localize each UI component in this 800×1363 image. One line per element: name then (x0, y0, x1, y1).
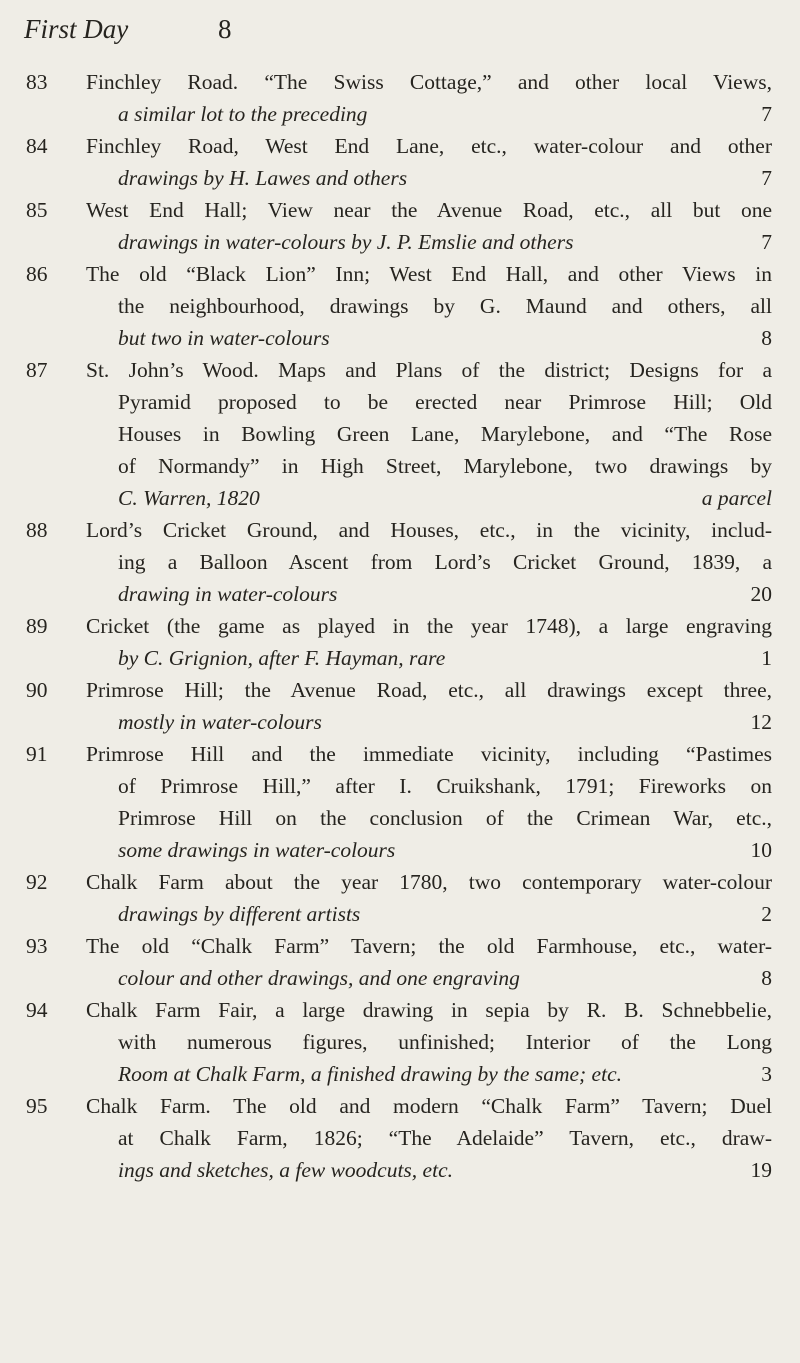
description-line: St. John’s Wood. Maps and Plans of the district; Designs for a (86, 358, 772, 382)
description-last-line (86, 962, 772, 994)
lot-description (86, 514, 772, 610)
description-last-line (86, 322, 772, 354)
description-line: colour and other drawings, and one engraving (118, 966, 520, 990)
lot-number: 93 (26, 934, 48, 958)
description-last-line (86, 226, 772, 258)
lot-description (86, 610, 772, 674)
description-last-line (86, 834, 772, 866)
lot-number: 92 (26, 870, 48, 894)
lot-number: 87 (26, 358, 48, 382)
description-last-line (86, 642, 772, 674)
lot-number: 83 (26, 70, 48, 94)
lot-number: 85 (26, 198, 48, 222)
lot-description (86, 354, 772, 514)
description-line: but two in water-colours (118, 326, 330, 350)
description-line: Chalk Farm about the year 1780, two contemporary water-colour (86, 870, 772, 894)
lot-description (86, 738, 772, 866)
lot-quantity: 7 (761, 166, 772, 190)
lot-description (86, 674, 772, 738)
description-line: Chalk Farm. The old and modern “Chalk Farm” Tavern; Duel (86, 1094, 772, 1118)
description-line: mostly in water-colours (118, 710, 322, 734)
description-line: of Primrose Hill,” after I. Cruikshank, 1791; Fireworks on (118, 774, 772, 798)
lot-description (86, 866, 772, 930)
lot-quantity: 7 (761, 230, 772, 254)
lot-description (86, 994, 772, 1090)
lot-quantity: 19 (750, 1158, 772, 1182)
description-last-line (86, 162, 772, 194)
lot-description (86, 66, 772, 130)
description-line: West End Hall; View near the Avenue Road, etc., all but one (86, 198, 772, 222)
description-line: Primrose Hill and the immediate vicinity, including “Pastimes (86, 742, 772, 766)
description-line: the neighbourhood, drawings by G. Maund and others, all (118, 294, 772, 318)
lot-number: 95 (26, 1094, 48, 1118)
description-line: by C. Grignion, after F. Hayman, rare (118, 646, 446, 670)
description-line: drawings by different artists (118, 902, 361, 926)
description-line: Primrose Hill on the conclusion of the Crimean War, etc., (118, 806, 772, 830)
description-last-line (86, 706, 772, 738)
description-line: with numerous figures, unfinished; Interior of the Long (118, 1030, 772, 1054)
description-last-line (86, 1058, 772, 1090)
lot-quantity: 1 (761, 646, 772, 670)
lot-quantity: a parcel (701, 486, 772, 510)
lot-quantity: 3 (761, 1062, 772, 1086)
description-line: drawings by H. Lawes and others (118, 166, 408, 190)
description-last-line (86, 898, 772, 930)
description-line: of Normandy” in High Street, Marylebone, two drawings by (118, 454, 772, 478)
lot-number: 86 (26, 262, 48, 286)
description-line: some drawings in water-colours (118, 838, 396, 862)
description-line: The old “Black Lion” Inn; West End Hall, and other Views in (86, 262, 772, 286)
lot-number: 91 (26, 742, 48, 766)
description-line: Finchley Road. “The Swiss Cottage,” and other local Views, (86, 70, 772, 94)
lot-number: 84 (26, 134, 48, 158)
lot-description (86, 194, 772, 258)
lot-description (86, 930, 772, 994)
description-line: drawing in water-colours (118, 582, 338, 606)
description-line: Finchley Road, West End Lane, etc., water-colour and other (86, 134, 772, 158)
lot-number: 88 (26, 518, 48, 542)
description-line: Lord’s Cricket Ground, and Houses, etc., in the vicinity, includ- (86, 518, 772, 542)
description-line: Cricket (the game as played in the year 1748), a large engraving (86, 614, 772, 638)
lot-quantity: 8 (761, 326, 772, 350)
lot-quantity: 20 (750, 582, 772, 606)
lot-quantity: 10 (750, 838, 772, 862)
description-last-line (86, 1154, 772, 1186)
description-line: ings and sketches, a few woodcuts, etc. (118, 1158, 453, 1182)
lot-quantity: 12 (750, 710, 772, 734)
description-line: C. Warren, 1820 (118, 486, 260, 510)
lot-description (86, 1090, 772, 1186)
lot-number: 90 (26, 678, 48, 702)
description-line: The old “Chalk Farm” Tavern; the old Farmhouse, etc., water- (86, 934, 772, 958)
description-line: Primrose Hill; the Avenue Road, etc., all drawings except three, (86, 678, 772, 702)
lot-description (86, 130, 772, 194)
description-last-line (86, 98, 772, 130)
description-line: ing a Balloon Ascent from Lord’s Cricket Ground, 1839, a (118, 550, 772, 574)
description-line: at Chalk Farm, 1826; “The Adelaide” Tavern, etc., draw- (118, 1126, 772, 1150)
lot-quantity: 8 (761, 966, 772, 990)
lot-quantity: 7 (761, 102, 772, 126)
lot-number: 89 (26, 614, 48, 638)
running-title: First Day (24, 14, 129, 44)
description-line: Pyramid proposed to be erected near Primrose Hill; Old (118, 390, 772, 414)
description-line: Houses in Bowling Green Lane, Marylebone, and “The Rose (118, 422, 772, 446)
page-header (24, 8, 324, 48)
description-line: Room at Chalk Farm, a finished drawing by the same; etc. (118, 1062, 622, 1086)
description-last-line (86, 578, 772, 610)
description-line: a similar lot to the preceding (118, 102, 368, 126)
lot-number: 94 (26, 998, 48, 1022)
lot-description (86, 258, 772, 354)
page-number: 8 (218, 14, 232, 44)
description-line: drawings in water-colours by J. P. Emslie and others (118, 230, 574, 254)
description-line: Chalk Farm Fair, a large drawing in sepia by R. B. Schnebbelie, (86, 998, 772, 1022)
description-last-line (86, 482, 772, 514)
lot-quantity: 2 (761, 902, 772, 926)
